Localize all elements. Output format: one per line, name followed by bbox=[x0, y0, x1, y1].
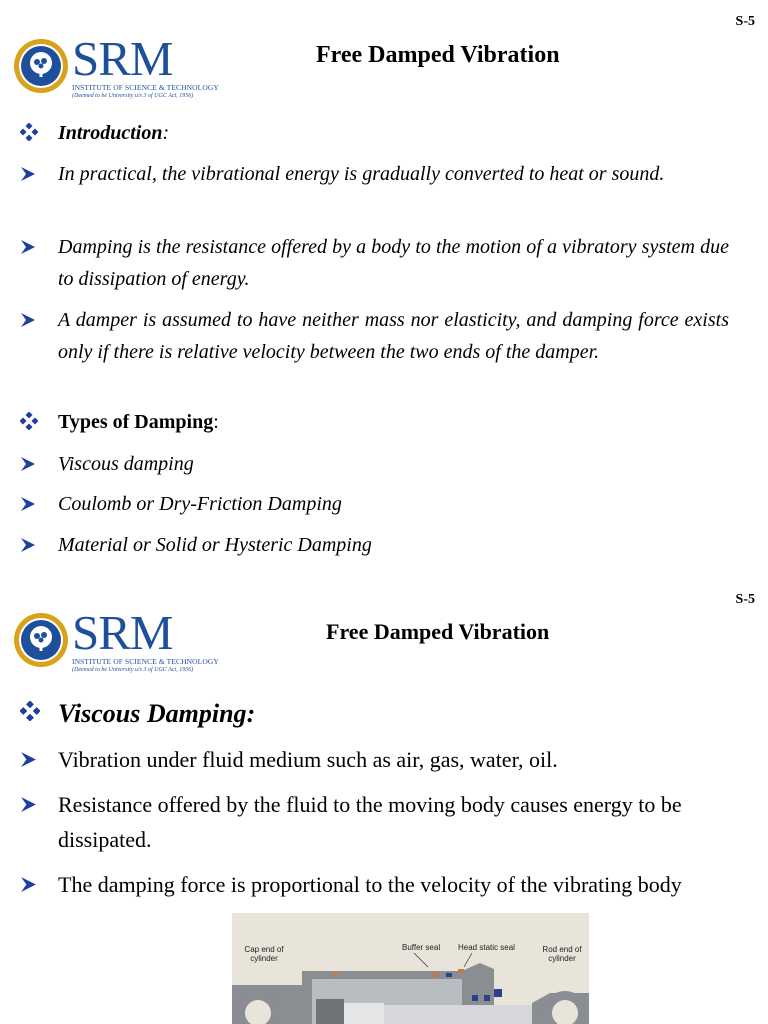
list-item bbox=[20, 787, 728, 857]
intro-colon: : bbox=[162, 122, 170, 144]
types-heading: Types of Damping bbox=[58, 411, 214, 433]
types-heading-bullet bbox=[20, 406, 729, 438]
list-item bbox=[20, 448, 729, 480]
list-item bbox=[20, 742, 728, 777]
damping-type-3: Material or Solid or Hysteric Damping bbox=[58, 534, 372, 556]
srm-logo bbox=[13, 605, 219, 674]
list-item bbox=[20, 488, 729, 520]
slide-number: S-5 bbox=[735, 592, 755, 607]
slide-title: Free Damped Vibration bbox=[316, 42, 560, 68]
arrow-bullet-icon bbox=[20, 158, 58, 190]
list-item bbox=[20, 529, 729, 561]
cylinder-cross-section bbox=[232, 913, 589, 1024]
slide-title: Free Damped Vibration bbox=[326, 619, 550, 644]
logo-deemed-line: (Deemed to be University u/s 3 of UGC Act, 1956) bbox=[72, 667, 194, 673]
university-seal-icon bbox=[13, 612, 69, 668]
arrow-bullet-icon bbox=[20, 867, 58, 902]
slide-number: S-5 bbox=[735, 14, 755, 29]
logo-name: SRM bbox=[72, 605, 173, 660]
list-item bbox=[20, 867, 728, 902]
viscous-heading: Viscous Damping bbox=[58, 699, 247, 728]
intro-point-2: Damping is the resistance offered by a body to the motion of a vibratory system due to dissipation of energy. bbox=[58, 236, 729, 290]
arrow-bullet-icon bbox=[20, 742, 58, 777]
arrow-bullet-icon bbox=[20, 231, 58, 295]
intro-point-1: In practical, the vibrational energy is gradually converted to heat or sound. bbox=[58, 163, 665, 185]
hydraulic-cylinder-figure bbox=[232, 913, 589, 1024]
rod-end-label: Rod end of cylinder bbox=[542, 945, 582, 963]
viscous-point-2: Resistance offered by the fluid to the moving body causes energy to be dissipated. bbox=[58, 792, 682, 852]
diamond-bullet-icon bbox=[20, 696, 58, 731]
arrow-bullet-icon bbox=[20, 488, 58, 520]
viscous-point-3: The damping force is proportional to the velocity of the vibrating body bbox=[58, 872, 682, 897]
head-static-seal-label: Head static seal bbox=[458, 943, 515, 952]
list-item bbox=[20, 304, 729, 368]
logo-name: SRM bbox=[72, 31, 173, 86]
buffer-seal-label: Buffer seal bbox=[402, 943, 441, 952]
intro-heading-bullet bbox=[20, 117, 729, 149]
arrow-bullet-icon bbox=[20, 787, 58, 857]
cap-end-label: Cap end of cylinder bbox=[244, 945, 284, 963]
arrow-bullet-icon bbox=[20, 448, 58, 480]
list-item bbox=[20, 231, 729, 295]
damping-type-2: Coulomb or Dry-Friction Damping bbox=[58, 493, 342, 515]
types-colon: : bbox=[213, 411, 219, 433]
diamond-bullet-icon bbox=[20, 406, 58, 438]
intro-heading: Introduction bbox=[58, 122, 163, 144]
srm-logo bbox=[13, 31, 219, 100]
list-item bbox=[20, 158, 729, 190]
intro-point-3: A damper is assumed to have neither mass nor elasticity, and damping force exists only if there is relative velocity between the two ends of the damper. bbox=[58, 309, 729, 363]
viscous-colon: : bbox=[246, 699, 256, 728]
logo-subtitle: INSTITUTE OF SCIENCE & TECHNOLOGY bbox=[72, 657, 219, 666]
viscous-point-1: Vibration under fluid medium such as air, gas, water, oil. bbox=[58, 747, 558, 772]
diamond-bullet-icon bbox=[20, 117, 58, 149]
logo-deemed-line: (Deemed to be University u/s 3 of UGC Act, 1956) bbox=[72, 93, 194, 99]
logo-subtitle: INSTITUTE OF SCIENCE & TECHNOLOGY bbox=[72, 83, 219, 92]
arrow-bullet-icon bbox=[20, 304, 58, 368]
viscous-heading-bullet bbox=[20, 696, 728, 731]
arrow-bullet-icon bbox=[20, 529, 58, 561]
slide-2 bbox=[0, 575, 768, 1024]
university-seal-icon bbox=[13, 38, 69, 94]
damping-type-1: Viscous damping bbox=[58, 453, 194, 475]
